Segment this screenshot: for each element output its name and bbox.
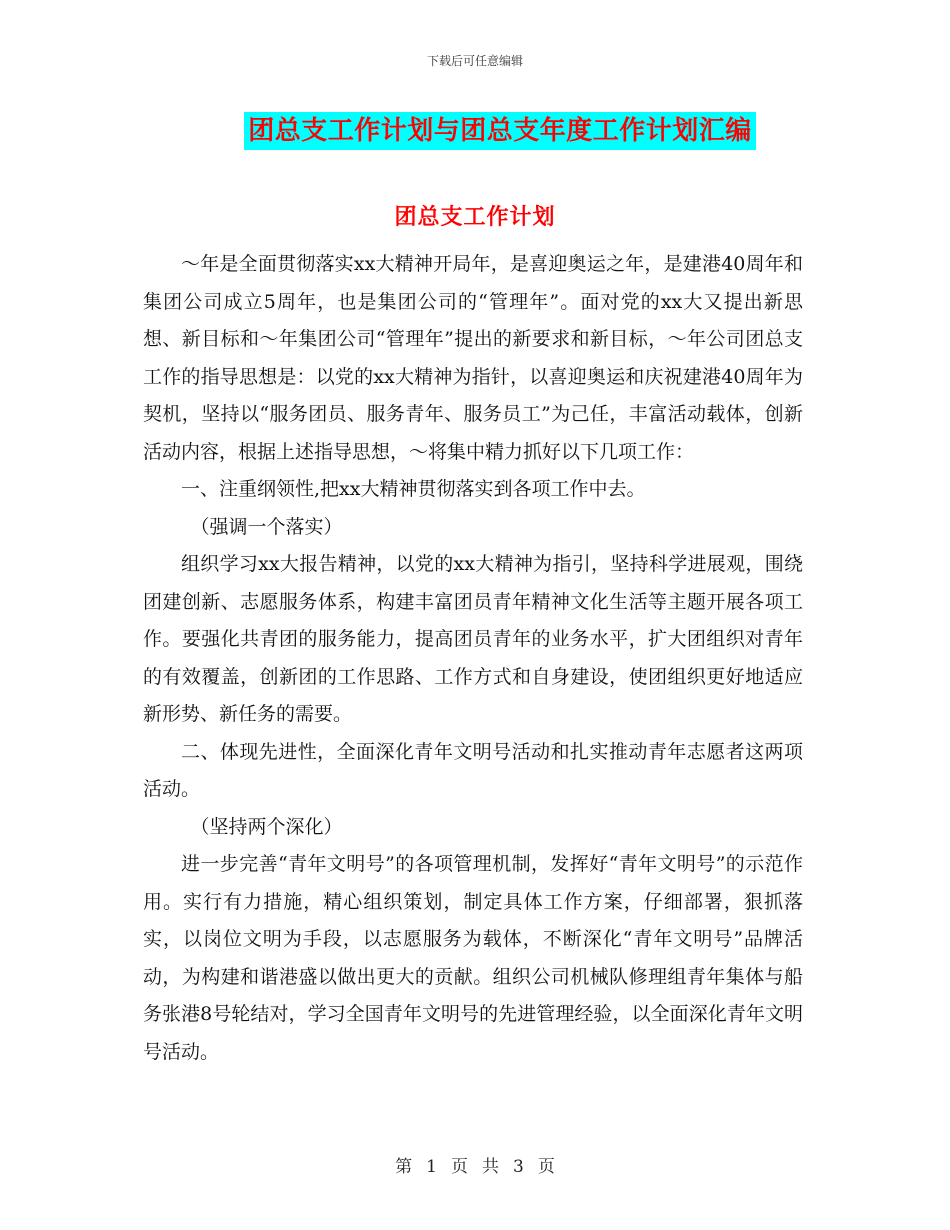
page-label: 页: [451, 1157, 468, 1177]
page-label: 共: [482, 1157, 499, 1177]
page-label: 第: [395, 1157, 413, 1177]
page-header: 下载后可任意编辑: [426, 54, 523, 68]
page-total: 3: [513, 1157, 524, 1177]
paragraph-note-2: （坚持两个深化）: [190, 815, 343, 838]
paragraph-note-1: （强调一个落实）: [190, 515, 343, 538]
document-body: [143, 246, 803, 1071]
section-title: 团总支工作计划: [394, 204, 556, 230]
document-title-wrap: [0, 112, 950, 150]
page-label: 页: [537, 1157, 555, 1177]
paragraph-detail-1: 组织学习xx大报告精神，以党的xx大精神为指引，坚持科学进展观，围绕团建创新、志愿服务体系，构建丰富团员青年精神文化生活等主题开展各项工作。要强化共青团的服务能力，提高团员青年的业务水平，扩大团组织对青年的有效覆盖，创新团的工作思路、工作方式和自身建设，使团组织更好地适应新形势、新任务的需要。: [143, 553, 803, 725]
paragraph-intro: ～年是全面贯彻落实xx大精神开局年，是喜迎奥运之年，是建港40周年和集团公司成立5周年，也是集团公司的“管理年”。面对党的xx大又提出新思想、新目标和～年集团公司“管理年”提出的新要求和新目标，～年公司团总支工作的指导思想是：以党的xx大精神为指针，以喜迎奥运和庆祝建港40周年为契机，坚持以“服务团员、服务青年、服务员工”为己任，丰富活动载体，创新活动内容，根据上述指导思想，～将集中精力抓好以下几项工作：: [143, 253, 803, 463]
page-footer: [0, 1152, 950, 1177]
document-title: 团总支工作计划与团总支年度工作计划汇编: [244, 112, 756, 150]
paragraph-point-1: 一、注重纲领性,把xx大精神贯彻落实到各项工作中去。: [181, 478, 646, 500]
paragraph-detail-2: 进一步完善“青年文明号”的各项管理机制，发挥好“青年文明号”的示范作用。实行有力措施，精心组织策划，制定具体工作方案，仔细部署，狠抓落实，以岗位文明为手段，以志愿服务为载体，不断深化“青年文明号”品牌活动，为构建和谐港盛以做出更大的贡献。组织公司机械队修理组青年集体与船务张港8号轮结对，学习全国青年文明号的先进管理经验，以全面深化青年文明号活动。: [143, 853, 803, 1063]
page-current: 1: [426, 1157, 437, 1177]
paragraph-point-2: 二、体现先进性，全面深化青年文明号活动和扎实推动青年志愿者这两项活动。: [143, 740, 803, 800]
